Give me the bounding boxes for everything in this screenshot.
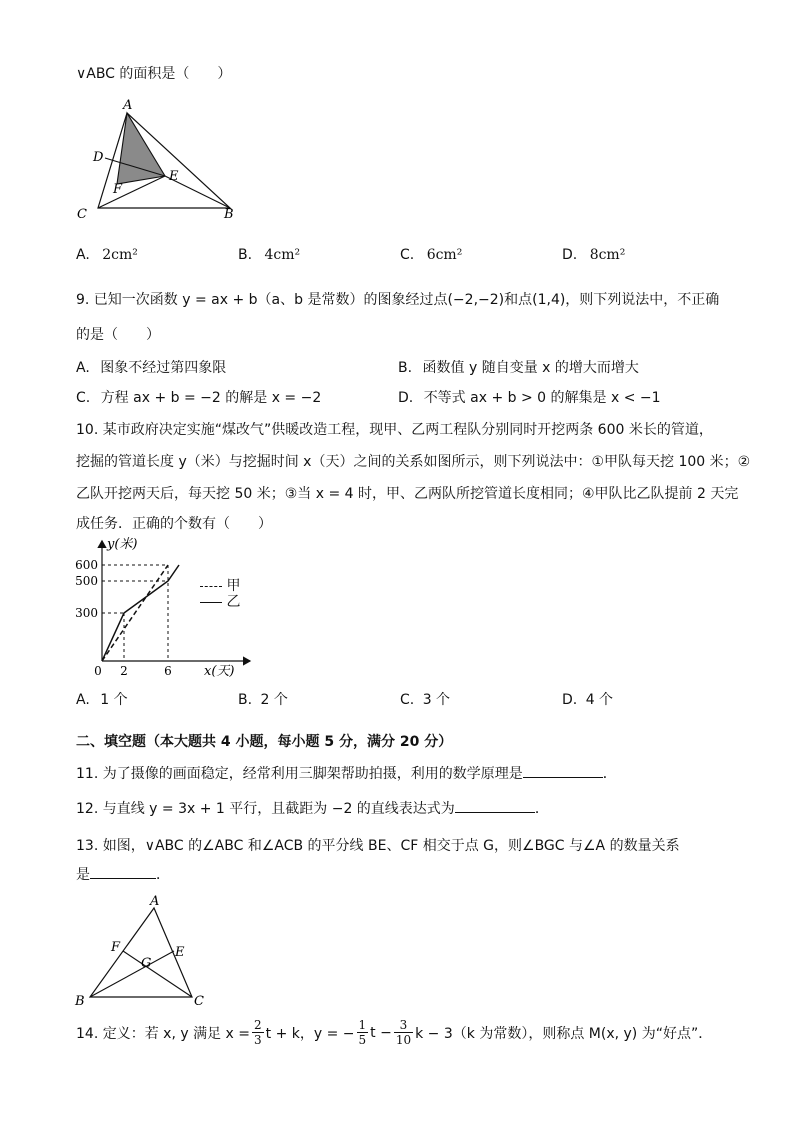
question-9-stem-line1: 9. 已知一次函数 y = ax + b（a、b 是常数）的图象经过点(−2,−2)和点(1,4)，则下列说法中，不正确 [76,292,720,308]
label-D: D [93,150,104,165]
q9-option-c[interactable]: C. 方程 ax + b = −2 的解是 x = −2 [76,390,322,406]
label-B: B [224,207,234,222]
answer-blank-12[interactable] [455,798,535,813]
y-tick-600: 600 [75,558,98,572]
label-A: A [123,98,133,113]
label-E: E [175,945,185,960]
legend-dash-swatch [200,586,222,587]
question-14: 14. 定义：若 x, y 满足 x = $\frac{2}{3}$ t + k，y = − $\frac{1}{5}$ t − $\frac{3}{10}$ k − 3（k 为常数），则称点 M(x, y) 为“好点”． [76,1018,713,1047]
x-tick-2: 2 [120,664,128,678]
legend-solid-swatch [200,602,222,603]
x-tick-0: 0 [94,664,102,678]
label-F: F [113,182,123,197]
q9-option-a[interactable]: A. 图象不经过第四象限 [76,360,227,376]
label-C: C [77,207,87,222]
triangle-figure-13 [70,890,220,1015]
question-9-stem-line2: 的是（ ） [76,327,160,343]
label-G: G [141,956,152,971]
x-axis-label: x(天) [204,664,235,679]
option-a[interactable]: A. 2cm² [76,247,138,263]
question-12: 12. 与直线 y = 3x + 1 平行，且截距为 −2 的直线表达式为 ． [76,798,549,818]
q9-option-b[interactable]: B. 函数值 y 随自变量 x 的增大而增大 [398,360,639,376]
y-tick-300: 300 [75,606,98,620]
q9-option-d[interactable]: D. 不等式 ax + b > 0 的解集是 x < −1 [398,390,661,406]
option-d[interactable]: D. 8cm² [562,247,626,263]
label-A: A [150,894,160,909]
q10-option-c[interactable]: C. 3 个 [400,692,451,708]
legend-yi: 乙 [200,591,240,611]
option-c[interactable]: C. 6cm² [400,247,463,263]
option-b[interactable]: B. 4cm² [238,247,301,263]
answer-blank-13[interactable] [90,864,156,879]
legend-jia: 甲 [200,575,240,595]
question-8-stem: ∨ABC 的面积是（ ） [76,66,232,82]
label-E: E [169,169,179,184]
question-13-line1: 13. 如图，∨ABC 的∠ABC 和∠ACB 的平分线 BE、CF 相交于点 G，则∠BGC 与∠A 的数量关系 [76,838,680,854]
label-B: B [75,994,85,1009]
question-11: 11. 为了摄像的画面稳定，经常利用三脚架帮助拍摄，利用的数学原理是 ． [76,763,617,783]
question-10-line4: 成任务．正确的个数有（ ） [76,516,272,532]
x-tick-6: 6 [164,664,172,678]
question-10-line2: 挖掘的管道长度 y（米）与挖掘时间 x（天）之间的关系如图所示，则下列说法中：①甲队每天挖 100 米；② [76,454,751,470]
section-2-heading: 二、填空题（本大题共 4 小题，每小题 5 分，满分 20 分） [76,734,453,750]
q10-option-a[interactable]: A. 1 个 [76,692,128,708]
answer-blank-11[interactable] [523,763,603,778]
fraction-3-10: $\frac{3}{10}$ [395,1018,412,1047]
question-10-line1: 10. 某市政府决定实施“煤改气”供暖改造工程，现甲、乙两工程队分别同时开挖两条 600 米长的管道， [76,422,713,438]
y-axis-label: y(米) [107,537,138,552]
q10-option-b[interactable]: B. 2 个 [238,692,288,708]
series-line-jia [102,565,168,661]
q10-option-d[interactable]: D. 4 个 [562,692,614,708]
triangle-figure-1 [70,96,250,224]
fraction-2-3: $\frac{2}{3}$ [254,1018,262,1047]
question-13-line2: 是 ． [76,864,170,884]
series-line-yi [102,565,179,661]
question-10-line3: 乙队开挖两天后，每天挖 50 米；③当 x = 4 时，甲、乙两队所挖管道长度相同；④甲队比乙队提前 2 天完 [76,486,739,502]
label-C: C [194,994,204,1009]
fraction-1-5: $\frac{1}{5}$ [358,1018,367,1047]
y-tick-500: 500 [75,574,98,588]
label-F: F [111,940,121,955]
